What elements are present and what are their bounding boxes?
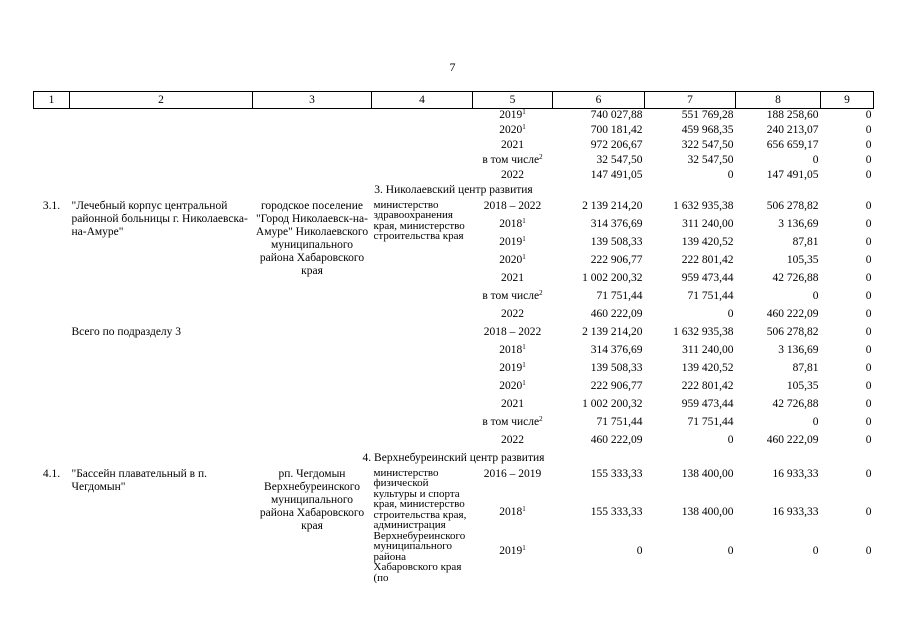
amount-other: 0 — [865, 506, 872, 518]
table-row — [34, 139, 874, 154]
column-header: 7 — [645, 92, 736, 109]
amount-regional: 0 — [812, 153, 819, 166]
amount-total: 71 751,44 — [596, 289, 643, 302]
amount-regional: 506 278,82 — [766, 325, 819, 338]
amount-total: 2 139 214,20 — [582, 199, 643, 212]
table-row — [34, 326, 874, 344]
amount-other: 0 — [865, 415, 872, 428]
amount-regional: 0 — [812, 415, 819, 428]
footnote-mark: 1 — [522, 122, 526, 131]
amount-total: 155 333,33 — [590, 506, 643, 518]
year-label: 2019 — [499, 109, 523, 121]
column-header: 5 — [473, 92, 553, 109]
footnote-mark: 1 — [522, 234, 526, 243]
amount-other: 0 — [865, 379, 872, 392]
section-title: 4. Верхнебуреинский центр развития — [362, 451, 545, 464]
amount-federal: 1 632 935,38 — [673, 325, 734, 338]
year-label: 2018 – 2022 — [483, 199, 542, 212]
footnote-mark: 1 — [522, 216, 526, 225]
amount-total: 222 906,77 — [590, 379, 643, 392]
year-label: 2020 — [499, 123, 523, 136]
amount-regional: 460 222,09 — [766, 433, 819, 446]
amount-other: 0 — [865, 199, 872, 212]
amount-regional: 147 491,05 — [766, 168, 819, 181]
amount-other: 0 — [865, 397, 872, 410]
object-name: "Лечебный корпус центральной районной больницы г. Николаевска-на-Амуре" — [71, 199, 248, 238]
amount-federal: 551 769,28 — [681, 109, 734, 121]
year-label: 2021 — [501, 271, 524, 284]
amount-other: 0 — [865, 217, 872, 230]
year-label: 2019 — [499, 361, 523, 374]
amount-regional: 42 726,88 — [772, 271, 819, 284]
column-header: 4 — [372, 92, 473, 109]
amount-other: 0 — [865, 325, 872, 338]
year-label: 2018 – 2022 — [483, 325, 542, 338]
amount-federal: 0 — [727, 307, 734, 320]
amount-regional: 42 726,88 — [772, 397, 819, 410]
item-index: 3.1. — [42, 199, 61, 212]
amount-other: 0 — [865, 138, 872, 151]
year-label: 2016 – 2019 — [483, 467, 542, 480]
amount-federal: 0 — [727, 433, 734, 446]
amount-total: 222 906,77 — [590, 253, 643, 266]
amount-total: 2 139 214,20 — [582, 325, 643, 338]
responsible-executor: министерство физической культуры и спорта края, министерство строительства края, администрация Верхнебуреинского муниципального района Хабаровского края (по — [373, 466, 467, 584]
year-label: 2022 — [501, 307, 524, 320]
amount-federal: 32 547,50 — [687, 153, 734, 166]
year-label: 2018 — [499, 217, 523, 230]
subtotal-label: Всего по подразделу 3 — [71, 325, 182, 338]
amount-federal: 139 420,52 — [681, 361, 734, 374]
footnote-mark: 1 — [522, 378, 526, 387]
amount-other: 0 — [865, 307, 872, 320]
footnote-mark: 1 — [522, 505, 526, 513]
table-row — [34, 154, 874, 169]
budget-table — [33, 91, 874, 583]
amount-regional: 0 — [812, 544, 819, 557]
amount-regional: 16 933,33 — [772, 467, 819, 480]
amount-federal: 0 — [727, 168, 734, 181]
amount-federal: 459 968,35 — [681, 123, 734, 136]
year-label: в том числе — [482, 289, 540, 302]
footnote-mark: 2 — [539, 414, 543, 423]
year-label: в том числе — [482, 153, 540, 166]
amount-total: 314 376,69 — [590, 217, 643, 230]
section-header-row — [34, 452, 874, 468]
amount-regional: 0 — [812, 289, 819, 302]
amount-federal: 322 547,50 — [681, 138, 734, 151]
amount-other: 0 — [865, 168, 872, 181]
footnote-mark: 2 — [539, 288, 543, 297]
amount-total: 460 222,09 — [590, 433, 643, 446]
column-number-row — [34, 92, 874, 109]
item-index: 4.1. — [42, 467, 61, 480]
amount-other: 0 — [865, 343, 872, 356]
year-label: 2022 — [501, 433, 524, 446]
amount-other: 0 — [865, 253, 872, 266]
amount-other: 0 — [865, 544, 872, 557]
footnote-mark: 1 — [522, 543, 526, 552]
table-row — [34, 169, 874, 184]
amount-federal: 1 632 935,38 — [673, 199, 734, 212]
amount-total: 32 547,50 — [596, 153, 643, 166]
amount-federal: 138 400,00 — [681, 467, 734, 480]
column-header: 6 — [553, 92, 645, 109]
section-title: 3. Николаевский центр развития — [374, 183, 533, 196]
amount-other: 0 — [865, 271, 872, 284]
year-label: 2018 — [499, 506, 523, 518]
object-location: рп. Чегдомын Верхнебуреинского муниципального района Хабаровского края — [259, 467, 365, 532]
year-label: в том числе — [482, 415, 540, 428]
amount-federal: 222 801,42 — [681, 379, 734, 392]
amount-federal: 311 240,00 — [682, 217, 734, 230]
amount-total: 139 508,33 — [590, 235, 643, 248]
year-label: 2021 — [501, 397, 524, 410]
amount-federal: 139 420,52 — [681, 235, 734, 248]
amount-other: 0 — [865, 109, 872, 121]
footnote-mark: 1 — [522, 108, 526, 116]
year-label: 2022 — [501, 168, 524, 181]
footnote-mark: 1 — [522, 360, 526, 369]
amount-total: 0 — [636, 544, 643, 557]
amount-total: 740 027,88 — [590, 109, 643, 121]
page-number: 7 — [449, 60, 456, 74]
amount-regional: 87,81 — [792, 235, 819, 248]
responsible-executor: министерство здравоохранения края, министерство строительства края — [373, 198, 465, 242]
object-name: "Бассейн плавательный в п. Чегдомын" — [71, 467, 207, 493]
amount-total: 147 491,05 — [590, 168, 643, 181]
amount-federal: 0 — [727, 544, 734, 557]
column-header: 3 — [253, 92, 372, 109]
amount-total: 700 181,42 — [590, 123, 643, 136]
amount-total: 972 206,67 — [590, 138, 643, 151]
amount-other: 0 — [865, 235, 872, 248]
amount-other: 0 — [865, 467, 872, 480]
object-location: городское поселение "Город Николаевск-на-Амуре" Николаевского муниципального района Хабаровского края — [255, 199, 369, 277]
amount-federal: 222 801,42 — [681, 253, 734, 266]
amount-total: 1 002 200,32 — [582, 271, 643, 284]
section-header-row — [34, 184, 874, 200]
table-row — [34, 468, 874, 507]
amount-regional: 240 213,07 — [766, 123, 819, 136]
amount-other: 0 — [865, 433, 872, 446]
year-label: 2018 — [499, 343, 523, 356]
year-label: 2020 — [499, 253, 523, 266]
amount-regional: 656 659,17 — [766, 138, 819, 151]
amount-other: 0 — [865, 289, 872, 302]
year-label: 2020 — [499, 379, 523, 392]
amount-total: 155 333,33 — [590, 467, 643, 480]
column-header: 9 — [821, 92, 874, 109]
column-header: 1 — [34, 92, 70, 109]
amount-federal: 959 473,44 — [681, 271, 734, 284]
amount-other: 0 — [865, 153, 872, 166]
amount-regional: 3 136,69 — [778, 217, 819, 230]
amount-federal: 71 751,44 — [687, 415, 734, 428]
amount-total: 460 222,09 — [590, 307, 643, 320]
amount-total: 139 508,33 — [590, 361, 643, 374]
table-row — [34, 124, 874, 139]
amount-total: 314 376,69 — [590, 343, 643, 356]
footnote-mark: 1 — [522, 252, 526, 261]
amount-other: 0 — [865, 123, 872, 136]
year-label: 2021 — [501, 138, 524, 151]
column-header: 2 — [70, 92, 253, 109]
amount-regional: 105,35 — [786, 253, 819, 266]
table-row — [34, 109, 874, 124]
footnote-mark: 1 — [522, 342, 526, 351]
amount-federal: 959 473,44 — [681, 397, 734, 410]
amount-federal: 71 751,44 — [687, 289, 734, 302]
amount-regional: 460 222,09 — [766, 307, 819, 320]
amount-regional: 87,81 — [792, 361, 819, 374]
amount-regional: 188 258,60 — [766, 109, 819, 121]
amount-regional: 3 136,69 — [778, 343, 819, 356]
amount-regional: 105,35 — [786, 379, 819, 392]
table-row — [34, 200, 874, 218]
year-label: 2019 — [499, 544, 523, 557]
amount-federal: 138 400,00 — [681, 506, 734, 518]
amount-other: 0 — [865, 361, 872, 374]
amount-federal: 311 240,00 — [682, 343, 734, 356]
amount-total: 71 751,44 — [596, 415, 643, 428]
amount-total: 1 002 200,32 — [582, 397, 643, 410]
year-label: 2019 — [499, 235, 523, 248]
column-header: 8 — [736, 92, 821, 109]
footnote-mark: 2 — [539, 152, 543, 161]
amount-regional: 506 278,82 — [766, 199, 819, 212]
amount-regional: 16 933,33 — [772, 506, 819, 518]
